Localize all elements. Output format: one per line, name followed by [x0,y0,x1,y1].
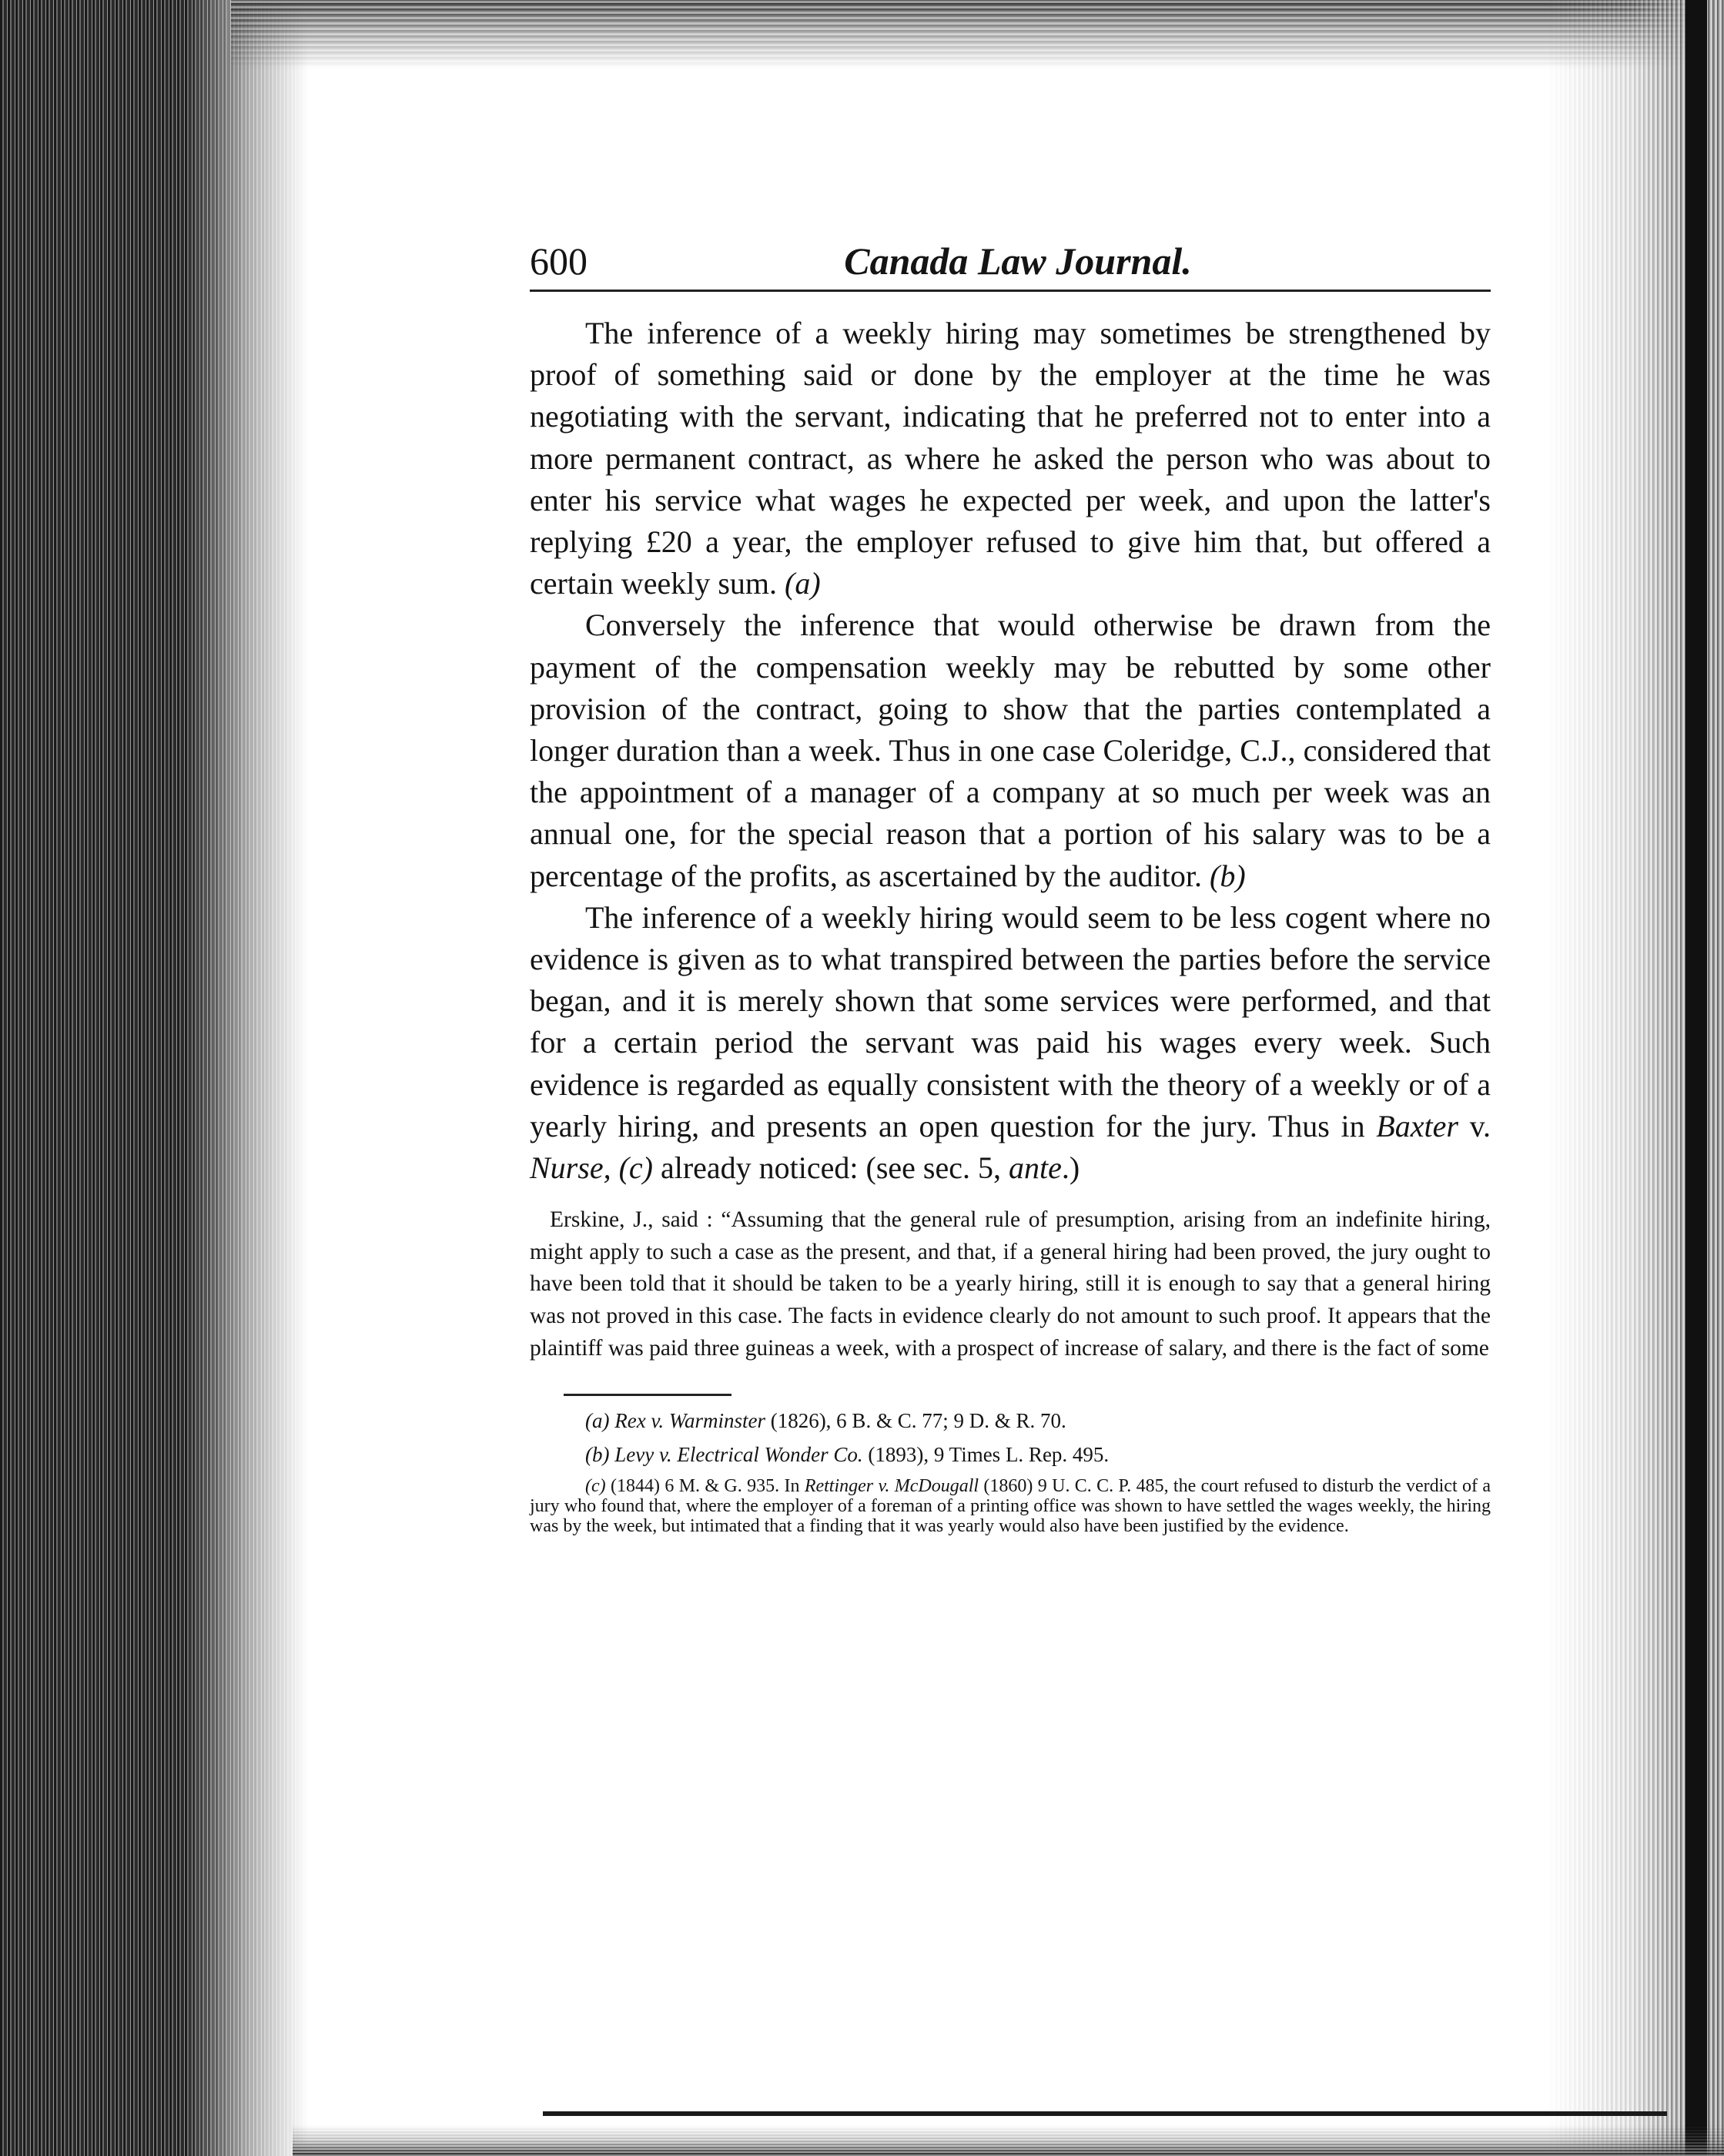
header-rule [530,290,1491,292]
case-name: Rex v. Warminster [614,1409,765,1433]
footnote-text: (1860) 9 U. C. C. P. 485, the court refused to disturb the verdict of a jury who found that, where the employer of a foreman of a printing office was shown to have settled the wages weekly, the hiring was by the week, but intimated that a finding that it was yearly would also have been justified by the evidence. [530,1476,1491,1537]
journal-title: Canada Law Journal. [844,239,1192,283]
footnote-label: (c) [585,1476,606,1497]
case-name: Baxter [1376,1108,1458,1143]
page-body [530,313,1491,1536]
footnote-rule [564,1394,731,1396]
paragraph-text: Conversely the inference that would otherwise be drawn from the payment of the compensation weekly may be rebutted by some other provision of the contract, going to show that the parties contemplated a longer duration than a week. Thus in one case Coleridge, C.J., considered that the appointment of a manager of a company at so much per week was an annual one, for the special reason that a portion of his salary was to be a percentage of the profits, as ascertained by the auditor. [530,608,1491,893]
ante-ref: ante [1009,1150,1062,1186]
paragraph-text: .) [1061,1150,1080,1186]
case-name: Nurse [530,1150,604,1186]
paragraph-text: The inference of a weekly hiring would seem to be less cogent where no evidence is given as to what transpired between the parties before the service began, and it is merely shown that some services were performed, and that for a certain period the servant was paid his wages every week. Such evidence is regarded as equally consistent with the theory of a weekly or of a yearly hiring, and presents an open question for the jury. Thus in [530,899,1491,1143]
footnote-b [530,1439,1491,1470]
block-quote: Erskine, J., said : “Assuming that the general rule of presumption, arising from an indefinite hiring, might apply to such a case as the present, and that, if a general hiring had been proved, the jury ought to have been told that it should be taken to be a yearly hiring, still it is enough to say that a general hiring was not proved in this case. The facts in evidence clearly do not amount to such proof. It appears that the plaintiff was paid three guineas a week, with a prospect of increase of salary, and there is the fact of some [530,1207,1491,1361]
paragraph-conversely [530,604,1491,896]
footnote-ref-c: , (c) [603,1150,653,1186]
running-header [530,233,1491,290]
citation: (1826), 6 B. & C. 77; 9 D. & R. 70. [765,1409,1066,1433]
footnotes [530,1405,1491,1536]
footnote-c [530,1476,1491,1536]
versus: v. [1458,1108,1491,1143]
paragraph-text: The inference of a weekly hiring may sometimes be strengthened by proof of something said or done by the employer at the time he was negotiating with the servant, indicating that he preferred not to enter into a more permanent contract, as where he asked the person who was about to enter his service what wages he expected per week, and upon the latter's replying £20 a year, the employer refused to give him that, but offered a certain weekly sum. [530,316,1491,601]
footnote-label: (a) [585,1409,610,1433]
footnote-ref-b: (b) [1210,858,1246,893]
paragraph-text: already noticed: (see sec. 5, [652,1150,1009,1186]
paragraph-less-cogent [530,897,1491,1189]
bottom-rule [543,2111,1667,2116]
scan-edge-bottom [293,2125,1724,2156]
scan-edge-left [0,0,308,2156]
footnote-label: (b) [585,1443,610,1467]
citation: (1893), 9 Times L. Rep. 495. [862,1443,1110,1467]
scan-edge-top [231,0,1724,69]
paragraph-weekly-hiring [530,313,1491,604]
citation: (1844) 6 M. & G. 935. In [605,1476,805,1497]
case-name: Levy v. Electrical Wonder Co. [614,1443,863,1467]
page-number: 600 [530,239,587,283]
case-name: Rettinger v. McDougall [804,1476,979,1497]
scan-edge-right-bar [1686,0,1707,2156]
footnote-a [530,1405,1491,1436]
footnote-ref-a: (a) [785,566,821,601]
